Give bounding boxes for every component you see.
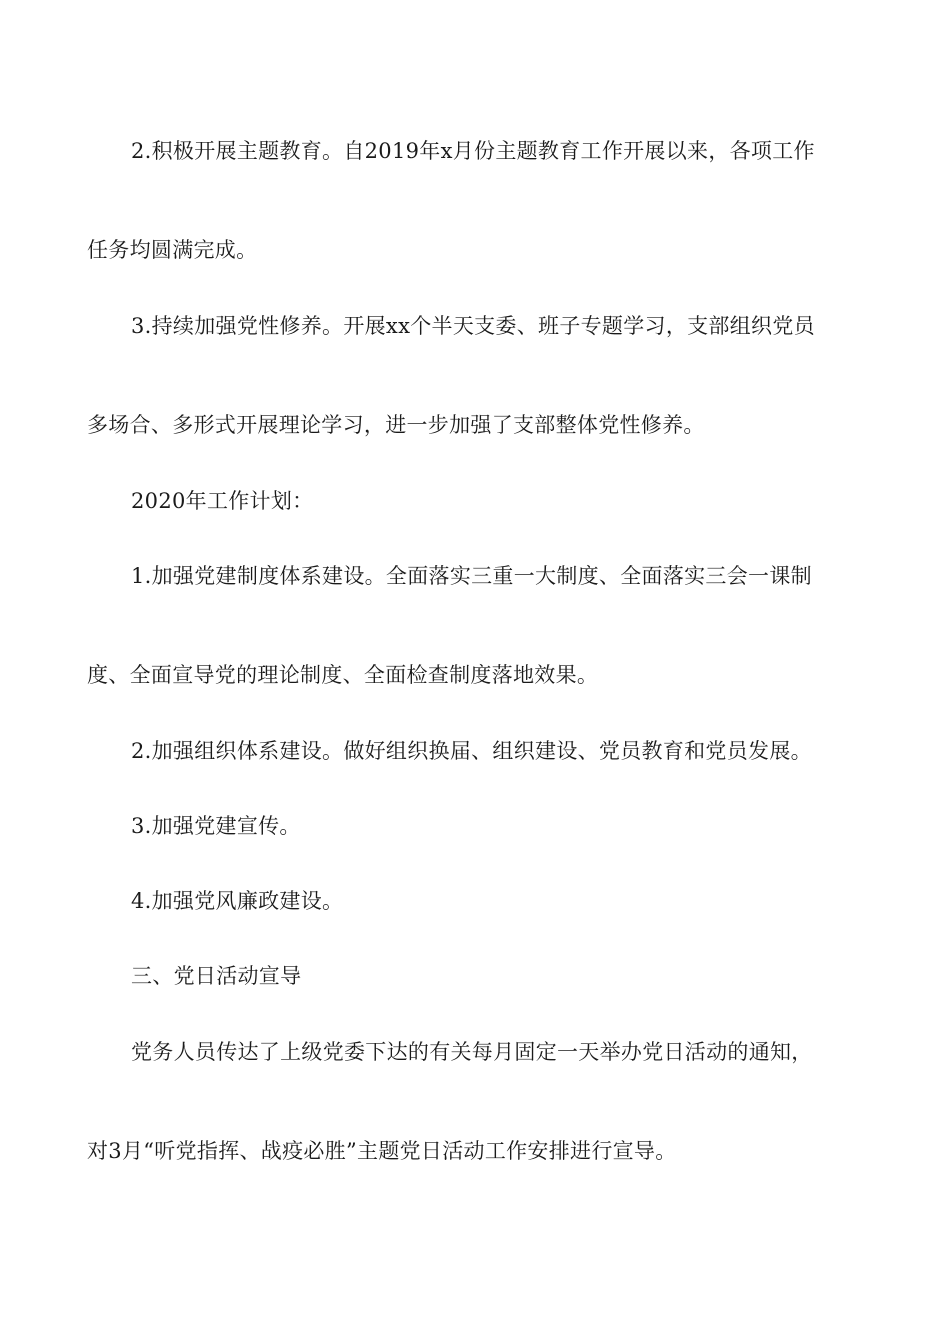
paragraph-line: 度、全面宣导党的理论制度、全面检查制度落地效果。 [87, 663, 599, 687]
paragraph-line: 对3月“听党指挥、战疫必胜”主题党日活动工作安排进行宣导。 [87, 1139, 677, 1163]
paragraph-line: 2.积极开展主题教育。自2019年x月份主题教育工作开展以来，各项工作 [131, 139, 815, 163]
paragraph-line: 3.加强党建宣传。 [131, 814, 301, 838]
paragraph-line: 2.加强组织体系建设。做好组织换届、组织建设、党员教育和党员发展。 [131, 739, 812, 763]
paragraph-line: 多场合、多形式开展理论学习，进一步加强了支部整体党性修养。 [87, 413, 705, 437]
section-heading: 2020年工作计划： [131, 489, 314, 513]
paragraph-line: 1.加强党建制度体系建设。全面落实三重一大制度、全面落实三会一课制 [131, 564, 812, 588]
paragraph-line: 任务均圆满完成。 [87, 238, 258, 262]
section-heading: 三、党日活动宣导 [131, 964, 302, 988]
paragraph-line: 4.加强党风廉政建设。 [131, 889, 344, 913]
paragraph-line: 党务人员传达了上级党委下达的有关每月固定一天举办党日活动的通知， [131, 1040, 813, 1064]
paragraph-line: 3.持续加强党性修养。开展xx个半天支委、班子专题学习，支部组织党员 [131, 314, 815, 338]
